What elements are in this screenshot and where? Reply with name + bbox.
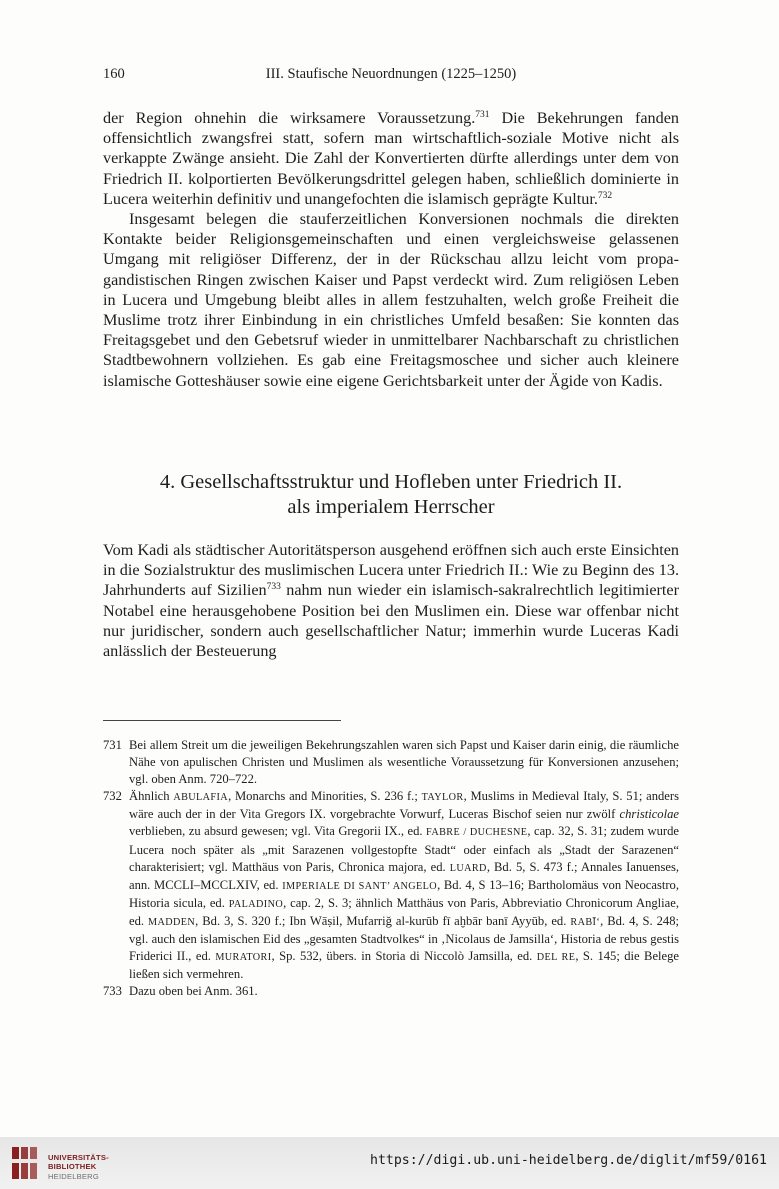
footnote-ref-733[interactable]: 733 <box>266 582 281 593</box>
footnote-separator <box>103 720 341 721</box>
footnotes <box>103 737 679 1000</box>
running-head: III. Staufische Neuordnungen (1225–1250) <box>265 66 517 82</box>
digitization-footer <box>0 1137 779 1189</box>
paragraph: Vom Kadi als städtischer Autoritätsperson ausgehend eröffnen sich auch erste Einsichten in die Sozialstruktur des muslimischen Lucera unter Friedrich II.: Wie zu Beginn des 13. Jahrhunderts auf Sizilien$^{733}$ nahm nun wieder ein islamisch-sakralrechtlich legitimierter Notabel eine herausgehobene Position bei den Muslimen ein. Diese war offenbar nicht nur juridischer, sondern auch gesellschaftlicher Natur; immerhin wurde Luceras Kadi anlässlich der Besteuerung <box>103 541 679 661</box>
author-name: TAYLOR <box>421 792 464 804</box>
permalink-url[interactable]: https://digi.ub.uni-heidelberg.de/diglit/mf59/0161 <box>370 1153 767 1168</box>
footnote-ref-732[interactable]: 732 <box>597 190 613 201</box>
paragraph: Insgesamt belegen die stauferzeitlichen Konversionen nochmals die direkten Kontakte beider Religionsgemeinschaften und einen vergleichsweise gelassenen Umgang mit religiöser Differenz, der in der Rückschau allzu leicht vom propagandistischen Ringen zwischen Kaiser und Papst verdeckt wird. Zum religiösen Leben in Lucera und Umgebung bleibt alles in allem festzuhalten, welch große Freiheit die Muslime trotz ihrer Einbindung in ein christliches Umfeld besaßen: Sie konnten das Freitagsgebet und den Gebetsruf wieder in unmittelbarer Nachbarschaft zu christlichen Stadtbewohnern vollziehen. Es gab eine Freitagsmoschee und sicher auch kleinere islamische Gotteshäuser sowie eine eigene Gerichtsbarkeit unter der Ägide von Kadis. <box>103 210 679 390</box>
author-name: MURATORI <box>215 952 272 964</box>
body-section-2 <box>103 540 679 661</box>
library-logo[interactable]: UNIVERSITÄTS- BIBLIOTHEK HEIDELBERG <box>8 1144 118 1182</box>
author-name: IMPERIALE DI SANT’ ANGELO <box>282 880 438 892</box>
footnote-732: 732 Ähnlich ABULAFIA, Monarchs and Minorities, S. 236 f.; TAYLOR, Muslims in Medieval Italy, S. 51; anders wäre auch der in der Vita Gregors IX. vorgebrachte Vorwurf, Luceras Bischof seien nur zwölf christicolae verblieben, zu absurd gewesen; vgl. Vita Gregorii IX., ed. FABRE / DUCHESNE, cap. 32, S. 31; zudem wurde Lucera noch später als „mit Sarazenen vollgestopfte Stadt“ oder einfach als „Stadt der Sarazenen“ charakterisiert; vgl. Matthäus von Paris, Chronica majora, ed. LUARD, Bd. 5, S. 473 f.; Annales Ianuenses, ann. MCCLI–MCCLXIV, ed. IMPERIALE DI SANT’ ANGELO, Bd. 4, S 13–16; Bartholomäus von Neocastro, Historia sicula, ed. PALADINO, cap. 2, S. 3; ähnlich Matthäus von Paris, Abbreviatio Chronicorum Angliae, ed. MADDEN, Bd. 3, S. 320 f.; Ibn Wāṣil, Mufarriǧ al-kurūb fī aḫbār banī Ayyūb, ed. RABĪ‘, Bd. 4, S. 248; vgl. auch den islamischen Eid des „gesamten Stadtvolkes“ in ‚Nicolaus de Jamsilla‘, Historia de rebus gestis Friderici II., ed. MURATORI, Sp. 532, übers. in Storia di Niccolò Jamsilla, ed. DEL RE, S. 145; die Belege ließen sich vermehren. <box>103 789 680 982</box>
author-name: LUARD <box>449 862 487 874</box>
author-name: RABĪ‘ <box>570 916 601 928</box>
author-name: MADDEN <box>148 916 196 928</box>
page-number: 160 <box>103 66 125 82</box>
author-name: DEL RE <box>536 952 576 964</box>
body-section-1 <box>103 108 679 391</box>
page-header <box>103 66 679 86</box>
footnote-733: 733 Dazu oben bei Anm. 361. <box>103 984 258 999</box>
author-name: FABRE / DUCHESNE <box>426 827 528 839</box>
footnote-731: 731 Bei allem Streit um die jeweiligen Bekehrungszahlen waren sich Papst und Kaiser darin einig, die räumliche Nähe von apulischen Christen und Muslimen als wesentliche Voraussetzung für Konversionen anzusehen; vgl. oben Anm. 720–722. <box>103 738 679 787</box>
paragraph: der Region ohnehin die wirksamere Voraussetzung.$^{731}$ Die Bekehrungen fanden offensichtlich zwangsfrei statt, sofern man wirtschaftlich-soziale Motive nicht als verkappte Zwänge ansieht. Die Zahl der Konvertierten dürfte allerdings unter dem von Friedrich II. kolportierten Bevölkerungsdrittel gelegen haben, schließlich dominierte in Lucera weiterhin definitiv und unangefochten die islamisch geprägte Kultur.$^{732}$ <box>103 109 680 208</box>
library-seal-icon <box>10 1145 40 1181</box>
section-heading: 4. Gesellschaftsstruktur und Hofleben unter Friedrich II. als imperialem Herrscher <box>159 471 623 518</box>
author-name: ABULAFIA <box>173 792 229 804</box>
footnote-ref-731[interactable]: 731 <box>475 110 490 120</box>
author-name: PALADINO <box>228 898 284 910</box>
